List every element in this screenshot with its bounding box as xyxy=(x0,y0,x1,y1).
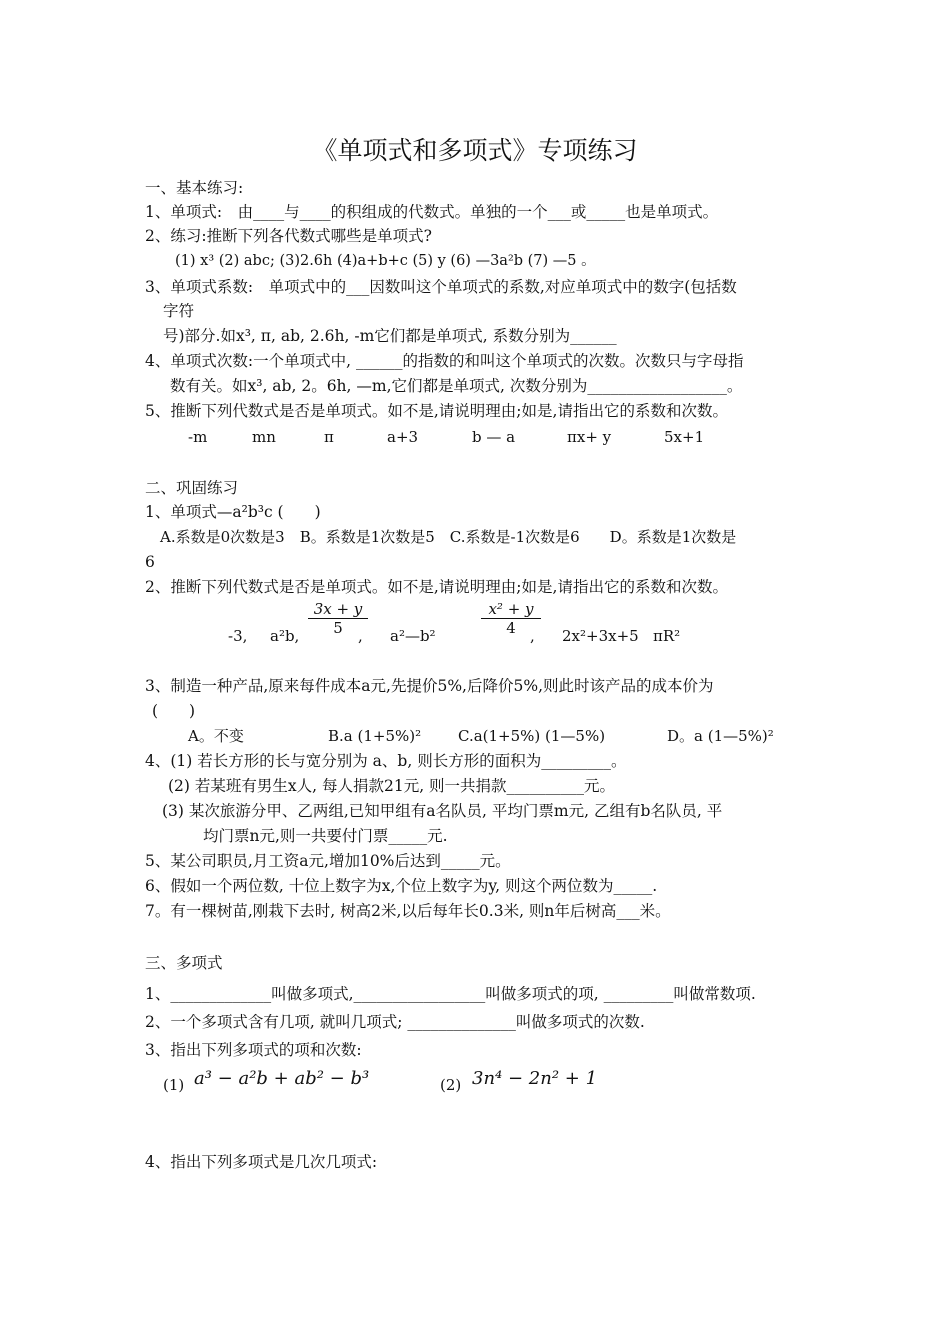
s1-q5-item-7: 5x+1 xyxy=(664,428,705,446)
fraction-denominator: 5 xyxy=(333,619,343,637)
s2-q3-option-c: C.a(1+5%) (1—5%) xyxy=(458,727,606,745)
s2-q3-option-b: B.a (1+5%)² xyxy=(328,727,422,745)
s1-q5-item-4: a+3 xyxy=(387,428,419,446)
s2-q2-item-4: a²—b² xyxy=(390,627,436,645)
s2-question-5: 5、某公司职员,月工资a元,增加10%后达到_____元。 xyxy=(145,852,511,870)
s2-question-3-line-b: ( ) xyxy=(152,702,196,720)
fraction-denominator: 4 xyxy=(506,619,516,637)
section-2-heading: 二、巩固练习 xyxy=(145,479,239,497)
s3-question-1: 1、_____________叫做多项式,_________________叫做多项式的项, _________叫做常数项. xyxy=(145,985,756,1003)
s3-q3-label-2: (2) xyxy=(440,1076,462,1094)
page-title: 《单项式和多项式》专项练习 xyxy=(312,136,638,165)
s1-q5-item-3: π xyxy=(324,428,334,446)
fraction-numerator: x² + y xyxy=(488,600,534,618)
fraction-numerator: 3x + y xyxy=(313,600,363,618)
s1-question-3-line-c: 号)部分.如x³, π, ab, 2.6h, -m它们都是单项式, 系数分别为______ xyxy=(163,327,617,345)
s1-question-1: 1、单项式: 由____与____的积组成的代数式。单独的一个___或_____也是单项式。 xyxy=(145,203,719,221)
s1-question-3-line-b: 字符 xyxy=(163,302,195,320)
s1-q5-item-5: b — a xyxy=(472,428,516,446)
s1-question-3-line-a: 3、单项式系数: 单项式中的___因数叫这个单项式的系数,对应单项式中的数字(包括数 xyxy=(145,278,737,296)
s2-q2-item-5: , xyxy=(530,627,535,645)
s2-question-6: 6、假如一个两位数, 十位上数字为x,个位上数字为y, 则这个两位数为_____. xyxy=(145,877,658,895)
s1-q5-item-2: mn xyxy=(252,428,276,446)
s2-q3-option-d: D。a (1—5%)² xyxy=(667,727,774,745)
s1-question-4-line-b: 数有关。如x³, ab, 2。6h, —m,它们都是单项式, 次数分别为__________________。 xyxy=(170,377,743,395)
s2-question-1-tail: 6 xyxy=(145,553,155,571)
s2-q2-item-2: a²b, xyxy=(270,627,300,645)
s1-question-5: 5、推断下列代数式是否是单项式。如不是,请说明理由;如是,请指出它的系数和次数。 xyxy=(145,402,728,420)
s1-question-2-items: (1) x³ (2) abc; (3)2.6h (4)a+b+c (5) y (6) —3a²b (7) —5 。 xyxy=(175,253,596,269)
s2-question-4-part-2: (2) 若某班有男生x人, 每人捐款21元, 则一共捐款__________元。 xyxy=(168,777,616,795)
s2-question-1: 1、单项式—a²b³c ( ) xyxy=(145,503,321,521)
s3-q3-label-1: (1) xyxy=(163,1076,185,1094)
s2-q2-item-7: πR² xyxy=(653,627,681,645)
s1-q5-item-1: -m xyxy=(188,428,208,446)
s2-question-4-part-1: 4、(1) 若长方形的长与宽分别为 a、b, 则长方形的面积为_________。 xyxy=(145,752,627,770)
s2-question-3-line-a: 3、制造一种产品,原来每件成本a元,先提价5%,后降价5%,则此时该产品的成本价为 xyxy=(145,677,714,695)
s3-q3-expression-1: a³ − a²b + ab² − b³ xyxy=(194,1068,370,1089)
s3-question-2: 2、一个多项式含有几项, 就叫几项式; ______________叫做多项式的次数. xyxy=(145,1013,645,1031)
s1-question-2: 2、练习:推断下列各代数式哪些是单项式? xyxy=(145,227,432,245)
s2-question-4-part-3-line-a: (3) 某次旅游分甲、乙两组,已知甲组有a名队员, 平均门票m元, 乙组有b名队员, 平 xyxy=(162,802,723,820)
s3-question-4: 4、指出下列多项式是几次几项式: xyxy=(145,1153,378,1171)
section-1-heading: 一、基本练习: xyxy=(145,179,244,197)
s2-q3-option-a: A。不变 xyxy=(188,727,244,745)
section-3-heading: 三、多项式 xyxy=(145,954,223,972)
s3-q3-expression-2: 3n⁴ − 2n² + 1 xyxy=(472,1068,598,1089)
s2-question-1-options: A.系数是0次数是3 B。系数是1次数是5 C.系数是-1次数是6 D。系数是1次数是 xyxy=(160,528,737,546)
s1-q5-item-6: πx+ y xyxy=(567,428,612,446)
s2-q2-item-1: -3, xyxy=(228,627,248,645)
s3-question-3: 3、指出下列多项式的项和次数: xyxy=(145,1041,362,1059)
s2-q2-item-6: 2x²+3x+5 xyxy=(562,627,639,645)
s2-question-2: 2、推断下列代数式是否是单项式。如不是,请说明理由;如是,请指出它的系数和次数。 xyxy=(145,578,728,596)
s2-question-7: 7。有一棵树苗,刚栽下去时, 树高2米,以后每年长0.3米, 则n年后树高___米。 xyxy=(145,902,671,920)
s2-question-4-part-3-line-b: 均门票n元,则一共要付门票_____元. xyxy=(203,827,448,845)
s1-question-4-line-a: 4、单项式次数:一个单项式中, ______的指数的和叫这个单项式的次数。次数只与字母指 xyxy=(145,352,744,370)
s2-q2-item-3: , xyxy=(358,627,363,645)
